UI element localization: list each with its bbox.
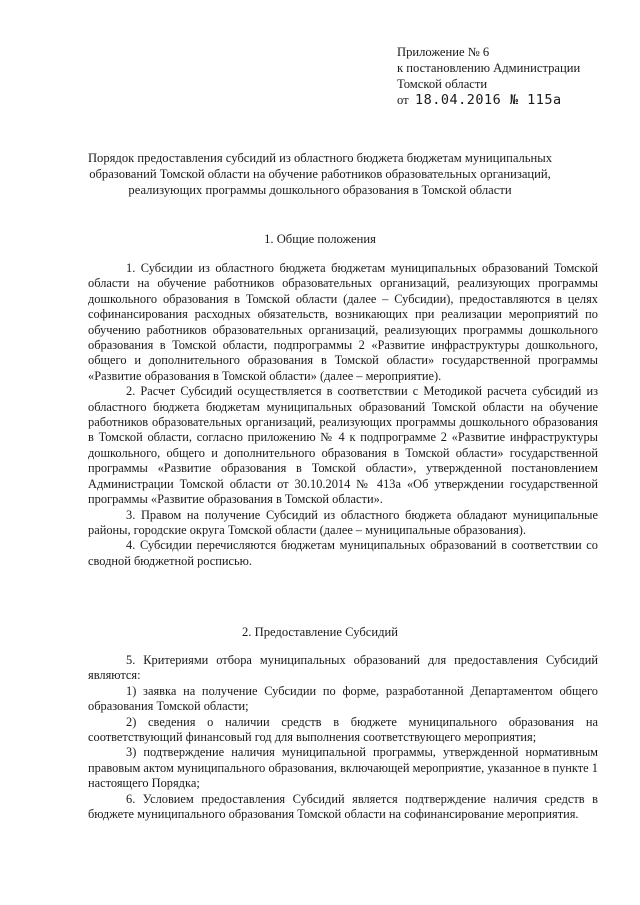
paragraph-3: 3. Правом на получение Субсидий из областного бюджета обладают муниципальные районы, городские округа Томской области (далее – муниципальные образования). bbox=[88, 507, 598, 537]
appendix-date-prefix: от bbox=[397, 93, 409, 107]
paragraph-5-item-1: 1) заявка на получение Субсидии по форме, разработанной Департаментом общего образования Томской области; bbox=[88, 683, 598, 714]
paragraph-1: 1. Субсидии из областного бюджета бюджетам муниципальных образований Томской области на обучение работников образовательных организаций, реализующих программы дошкольного образования в Томской области (далее – Субсидии), предоставляются в целях софинансирования расходных обязательств, возникающих при реализации мероприятий по обучению работников образовательных организаций, реализующих программы дошкольного образования в Томской области, подпрограммы 2 «Развитие инфраструктуры дошкольного, общего и дополнительного образования в Томской области» государственной программы «Развитие образования в Томской области» (далее – мероприятие). bbox=[88, 261, 598, 383]
appendix-date-stamp: 18.04.2016 № 115а bbox=[414, 92, 562, 108]
appendix-reference: к постановлению Администрации bbox=[397, 61, 581, 75]
section-2-body bbox=[88, 653, 598, 822]
appendix-region: Томской области bbox=[397, 77, 488, 91]
paragraph-2: 2. Расчет Субсидий осуществляется в соответствии с Методикой расчета субсидий из областного бюджета бюджетам муниципальных образований Томской области на обучение работников образовательных организаций, реализующих программы дошкольного образования в Томской области, согласно приложению № 4 к подпрограмме 2 «Развитие инфраструктуры дошкольного, общего и дополнительного образования в Томской области» государственной программы «Развитие образования в Томской области», утвержденной постановлением Администрации Томской области от 30.10.2014 № 413а «Об утверждении государственной программы «Развитие образования в Томской области». bbox=[88, 384, 598, 507]
section-1-body bbox=[88, 261, 598, 569]
paragraph-6: 6. Условием предоставления Субсидий является подтверждение наличия средств в бюджете муниципального образования Томской области на софинансирование мероприятия. bbox=[88, 791, 598, 822]
appendix-header bbox=[397, 44, 627, 108]
paragraph-4: 4. Субсидии перечисляются бюджетам муниципальных образований в соответствии со сводной бюджетной росписью. bbox=[88, 538, 598, 568]
appendix-number: Приложение № 6 bbox=[397, 45, 490, 59]
appendix-date-line bbox=[397, 92, 627, 108]
section-2-title: 2. Предоставление Субсидий bbox=[242, 625, 398, 639]
paragraph-5: 5. Критериями отбора муниципальных образований для предоставления Субсидий являются: bbox=[88, 653, 598, 683]
document-title: Порядок предоставления субсидий из областного бюджета бюджетам муниципальных образований Томской области на обучение работников образовательных организаций, реализующих программы дошкольного образования в Томской области bbox=[87, 151, 553, 198]
paragraph-5-item-3: 3) подтверждение наличия муниципальной программы, утвержденной нормативным правовым актом муниципального образования, включающей мероприятие, указанное в пункте 1 настоящего Порядка; bbox=[88, 745, 598, 791]
section-1-title: 1. Общие положения bbox=[264, 232, 376, 246]
paragraph-5-item-2: 2) сведения о наличии средств в бюджете муниципального образования на соответствующий финансовый год для выполнения соответствующего мероприятия; bbox=[88, 714, 598, 745]
